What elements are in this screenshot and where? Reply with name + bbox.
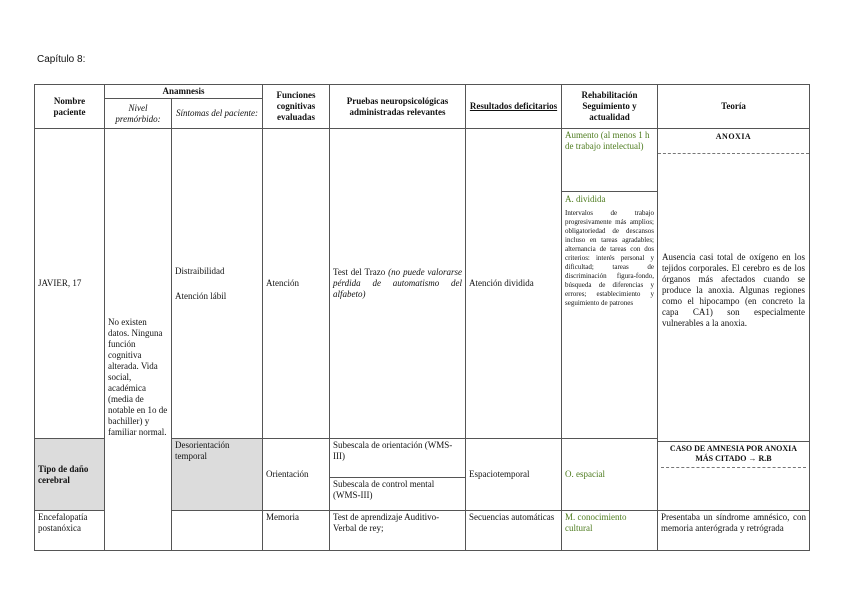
row3-resultado: Secuencias automáticas [466, 511, 562, 551]
teoria-caso-divider [661, 466, 806, 468]
row3-rehab: M. conocimiento cultural [562, 511, 658, 551]
row1-sintoma-2: Atención lábil [175, 290, 227, 301]
header-resultados-text: Resultados deficitarios [469, 101, 558, 111]
row1-nivel [105, 129, 172, 551]
rehab-detalle: Intervalos de trabajo progresivamente más amplios; obligatoriedad de descansos incluso en tareas agradables; alternancia de tareas con dos criterios: interés personal y dificultad; tareas de discriminación figura-fondo, búsqueda de diferencias y errores; establecimiento y seguimiento de patrones [565, 209, 654, 307]
row1-sintomas [172, 129, 263, 439]
row2-pruebas [330, 439, 466, 511]
header-rehab: Rehabilitación Seguimiento y actualidad [562, 85, 658, 129]
row1-funcion: Atención [263, 129, 330, 439]
patient-table [34, 84, 810, 551]
teoria-divider [658, 152, 809, 154]
row2-rehab: O. espacial [562, 439, 658, 511]
row1-prueba-note: (no puede valorarse pérdida de automatismo del alfabeto) [333, 267, 463, 299]
header-funciones: Funciones cognitivas evaluadas [263, 85, 330, 129]
row2-prueba-1: Subescala de orientación (WMS-III) [330, 439, 465, 478]
row1-teoria [658, 129, 810, 511]
header-nivel: Nivel premórbido: [105, 99, 172, 129]
row2-tipo-label: Tipo de daño cerebral [35, 439, 105, 511]
row2-resultado: Espaciotemporal [466, 439, 562, 511]
row1-prueba [330, 129, 466, 439]
row2-prueba-2: Subescala de control mental (WMS-III) [333, 479, 435, 500]
chapter-heading: Capítulo 8: [37, 54, 86, 65]
row3-tipo: Encefalopatía postanóxica [35, 511, 105, 551]
header-teoria: Teoría [658, 85, 810, 129]
row1-nombre: JAVIER, 17 [35, 129, 105, 439]
teoria-anoxia-text: Ausencia casi total de oxígeno en los tejidos corporales. El cerebro es de los órganos más afectados cuando se produce la anoxia. Algunas regiones como el hipocampo (en concreto la capa CA1) son especialmente vulnerables a la anoxia. [662, 252, 805, 328]
row2-funcion: Orientación [263, 439, 330, 511]
row3-sintoma [172, 511, 263, 551]
row3-teoria: Presentaba un síndrome amnésico, con memoria anterógrada y retrógrada [658, 511, 810, 551]
rehab-adivida: A. dividida [565, 194, 606, 204]
row1-nivel-text: No existen datos. Ninguna función cognitiva alterada. Vida social, académica (media de notable en 1o de bachiller) y familiar normal. [108, 317, 168, 437]
teoria-caso-title: CASO DE AMNESIA POR ANOXIA MÁS CITADO → R.B [669, 444, 798, 463]
row1-resultado: Atención dividida [466, 129, 562, 439]
row3-prueba: Test de aprendizaje Auditivo-Verbal de rey; [330, 511, 466, 551]
row1-prueba-main: Test del Trazo [333, 267, 386, 277]
row1-sintoma-1: Distraibilidad [175, 265, 225, 276]
header-pruebas: Pruebas neuropsicológicas administradas relevantes [330, 85, 466, 129]
teoria-anoxia-title: ANOXIA [715, 132, 752, 141]
row3-funcion: Memoria [263, 511, 330, 551]
header-sintomas: Síntomas del paciente: [172, 99, 263, 129]
row2-sintoma: Desorientación temporal [172, 439, 263, 511]
header-resultados [466, 85, 562, 129]
row1-rehab [562, 129, 658, 439]
header-anamnesis: Anamnesis [105, 85, 263, 99]
rehab-aumento: Aumento (al menos 1 h de trabajo intelectual) [562, 129, 657, 192]
header-nombre: Nombre paciente [35, 85, 105, 129]
